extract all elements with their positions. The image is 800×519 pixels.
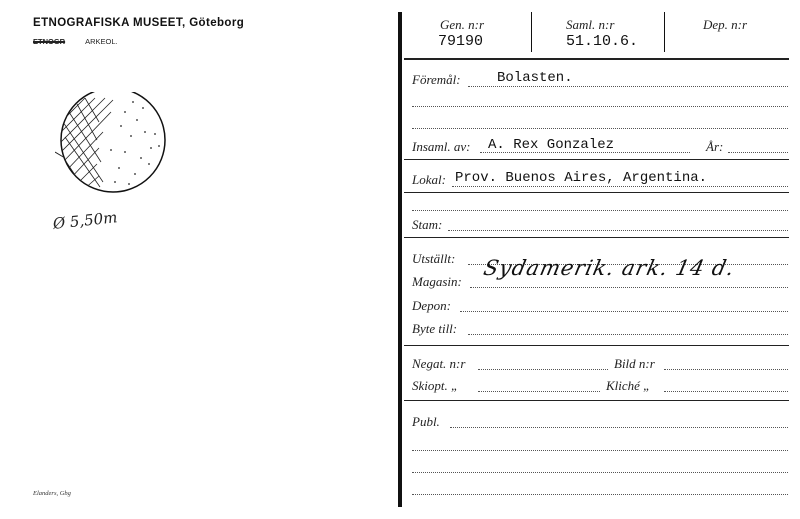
publ-dots-3 [412,472,788,473]
department-struck: ETNOGR [33,37,66,46]
stone-ball-drawing [55,92,175,202]
department-line [33,37,118,46]
skiopt-dots [478,391,600,392]
museum-title: ETNOGRAFISKA MUSEET, Göteborg [33,17,245,29]
lokal-value: Prov. Buenos Aires, Argentina. [455,170,708,186]
publ-dots-2 [412,450,788,451]
foremal-value: Bolasten. [497,70,573,86]
rule-publ [404,400,789,401]
foremal-label: Föremål: [412,72,461,87]
bild-dots [664,369,788,370]
rule-byte [404,345,789,346]
gen-number-label: Gen. n:r [440,17,485,32]
byte-dots [468,334,788,335]
rule-insaml [404,159,789,160]
byte-label: Byte till: [412,321,458,336]
rule-lokal [404,192,789,193]
foremal-dots-2 [412,106,788,107]
foremal-dots-3 [412,128,788,129]
lokal-dots-2 [412,210,788,211]
header-divider-2 [664,12,665,52]
lokal-label: Lokal: [412,172,446,187]
magasin-dots [470,287,788,288]
depon-dots [460,311,788,312]
insaml-value: A. Rex Gonzalez [488,137,615,153]
magasin-value-handwritten: Sydamerik. ark. 14 d. [481,256,738,280]
publ-dots [450,427,788,428]
dimension-note: Ø 5,50m [52,208,119,233]
lokal-dots [452,186,788,187]
depon-label: Depon: [412,298,451,313]
printer-imprint: Elanders, Gbg [33,490,71,497]
dep-number-label: Dep. n:r [703,17,748,32]
insaml-label: Insaml. av: [412,139,471,154]
publ-label: Publ. [412,414,440,429]
magasin-label: Magasin: [412,274,462,289]
utstallt-label: Utställt: [412,251,456,266]
bild-label: Bild n:r [614,356,655,371]
negat-label: Negat. n:r [412,356,466,371]
header-divider-1 [531,12,532,52]
saml-number-value: 51.10.6. [566,33,639,50]
kliche-label: Kliché „ [606,378,651,393]
negat-dots [478,369,608,370]
department-active: ARKEOL. [85,37,118,46]
stam-label: Stam: [412,217,443,232]
foremal-dots [468,86,788,87]
ar-label: År: [706,139,724,154]
skiopt-label: Skiopt. „ [412,378,459,393]
rule-stam [404,237,789,238]
stam-dots [448,230,788,231]
card-divider [398,12,402,507]
publ-dots-4 [412,494,788,495]
rule-header [404,58,789,60]
ar-dots [728,152,788,153]
saml-number-label: Saml. n:r [566,17,615,32]
gen-number-value: 79190 [438,33,484,50]
kliche-dots [664,391,788,392]
